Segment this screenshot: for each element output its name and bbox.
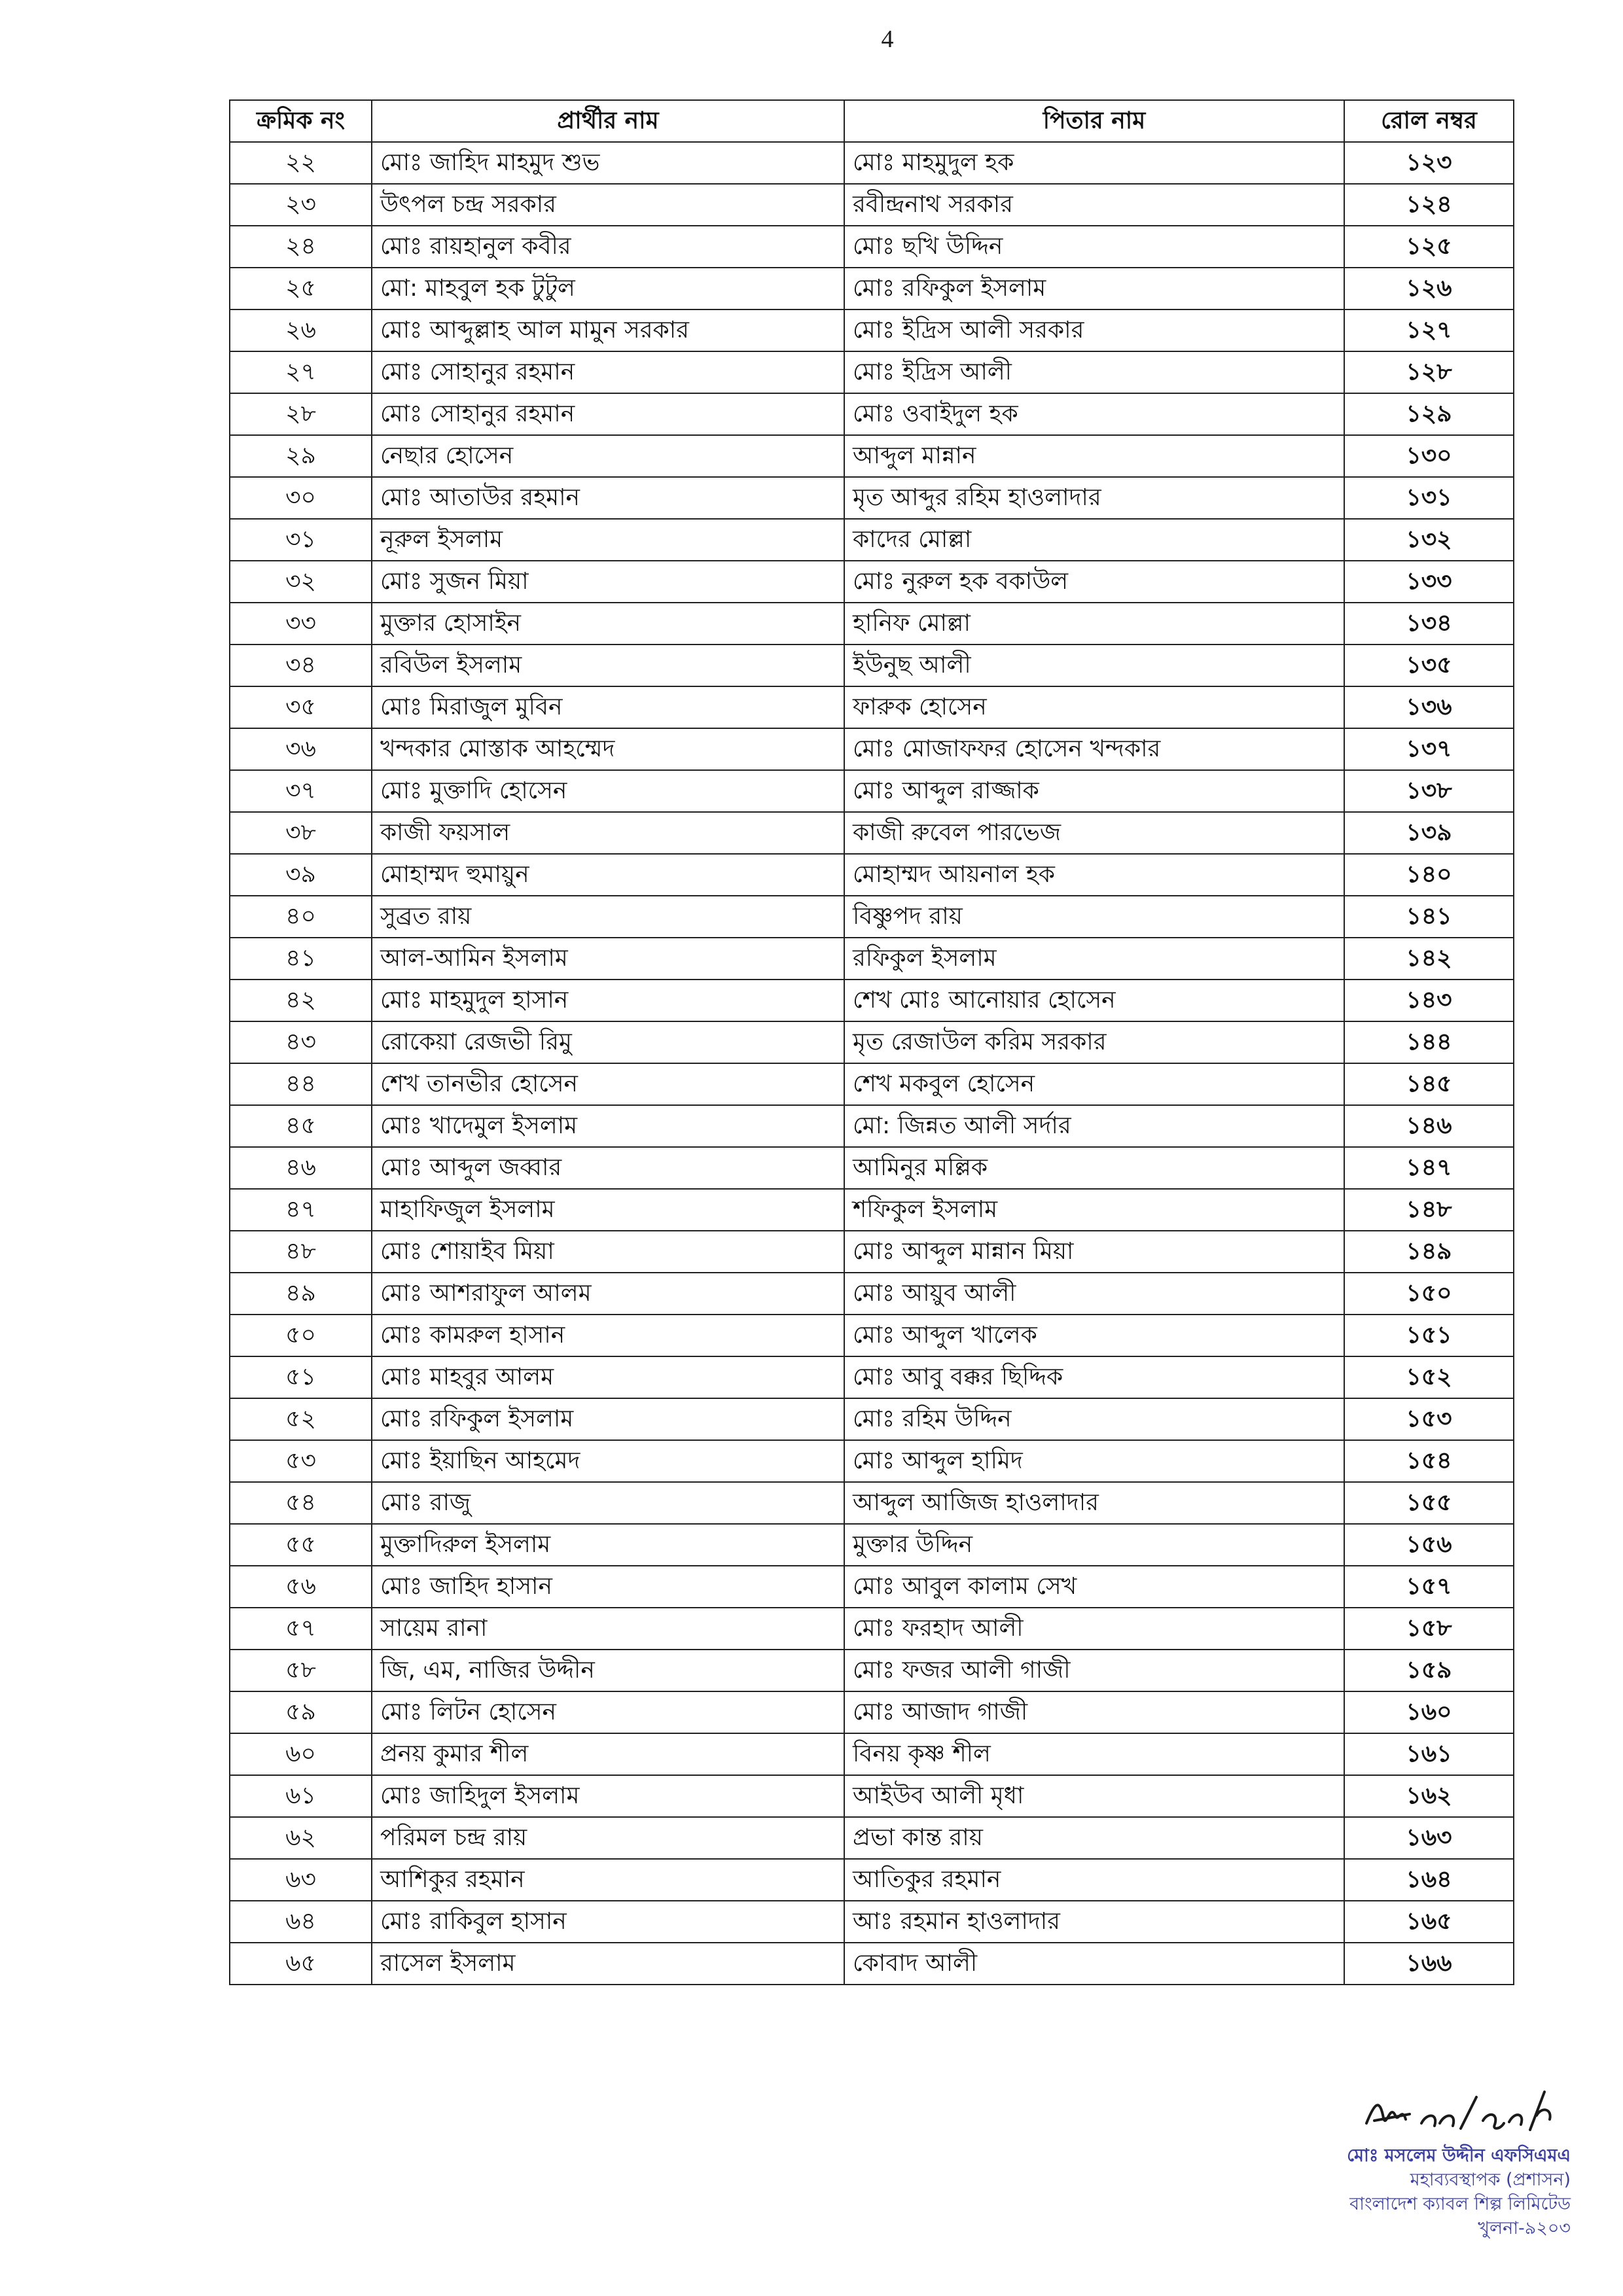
serial-cell: ৫৮ [230,1650,372,1691]
table-row [230,393,1514,435]
candidate-name-cell: রাসেল ইসলাম [372,1943,844,1985]
table-row [230,980,1514,1021]
father-name-cell: কোবাদ আলী [844,1943,1344,1985]
candidate-name-cell: নূরুল ইসলাম [372,519,844,561]
father-name-cell: মোঃ রফিকুল ইসলাম [844,268,1344,309]
serial-cell: ২৪ [230,226,372,268]
father-name-cell: আতিকুর রহমান [844,1859,1344,1901]
candidate-name-cell: সায়েম রানা [372,1608,844,1650]
serial-cell: ৩৮ [230,812,372,854]
candidate-name-cell: মোঃ রফিকুল ইসলাম [372,1398,844,1440]
header-father-name: পিতার নাম [844,100,1344,142]
roll-number-cell: ১৫১ [1344,1315,1514,1356]
serial-cell: ৫৩ [230,1440,372,1482]
candidate-name-cell: রোকেয়া রেজভী রিমু [372,1021,844,1063]
father-name-cell: মোঃ ইদ্রিস আলী [844,351,1344,393]
father-name-cell: আইউব আলী মৃধা [844,1775,1344,1817]
candidate-name-cell: মোঃ কামরুল হাসান [372,1315,844,1356]
table-row [230,686,1514,728]
table-row [230,854,1514,896]
father-name-cell: মোঃ আবু বক্কর ছিদ্দিক [844,1356,1344,1398]
serial-cell: ৫৬ [230,1566,372,1608]
father-name-cell: মোঃ আজাদ গাজী [844,1691,1344,1733]
father-name-cell: শফিকুল ইসলাম [844,1189,1344,1231]
candidate-name-cell: মোঃ খাদেমুল ইসলাম [372,1105,844,1147]
table-row [230,561,1514,603]
table-row [230,1650,1514,1691]
table-row [230,309,1514,351]
roll-number-cell: ১২৪ [1344,184,1514,226]
candidate-name-cell: মোঃ জাহিদুল ইসলাম [372,1775,844,1817]
header-roll-number: রোল নম্বর [1344,100,1514,142]
table-row [230,1273,1514,1315]
candidate-name-cell: নেছার হোসেন [372,435,844,477]
roll-number-cell: ১৪৩ [1344,980,1514,1021]
father-name-cell: মোঃ আবুল কালাম সেখ [844,1566,1344,1608]
handwritten-signature-and-date [1361,2077,1558,2149]
father-name-cell: মোঃ আয়ুব আলী [844,1273,1344,1315]
seal-officer-name: মোঃ মসলেম উদ্দীন এফসিএমএ [1347,2146,1571,2166]
table-row [230,1147,1514,1189]
table-row [230,519,1514,561]
candidate-name-cell: আল-আমিন ইসলাম [372,938,844,980]
father-name-cell: মোঃ ছখি উদ্দিন [844,226,1344,268]
candidate-name-cell: মোঃ মাহবুর আলম [372,1356,844,1398]
roll-number-cell: ১৪০ [1344,854,1514,896]
table-row [230,1482,1514,1524]
roll-number-cell: ১২৮ [1344,351,1514,393]
father-name-cell: মৃত রেজাউল করিম সরকার [844,1021,1344,1063]
candidate-name-cell: মোঃ সুজন মিয়া [372,561,844,603]
roll-number-cell: ১৩৩ [1344,561,1514,603]
table-row [230,938,1514,980]
father-name-cell: মোঃ মোজাফফর হোসেন খন্দকার [844,728,1344,770]
candidate-name-cell: শেখ তানভীর হোসেন [372,1063,844,1105]
roll-number-cell: ১৪৬ [1344,1105,1514,1147]
table-header-row [230,100,1514,142]
table-row [230,1315,1514,1356]
candidate-name-cell: মোঃ মাহমুদুল হাসান [372,980,844,1021]
serial-cell: ৩৯ [230,854,372,896]
table-row [230,1775,1514,1817]
table-row [230,1021,1514,1063]
roll-number-cell: ১৬৩ [1344,1817,1514,1859]
father-name-cell: বিনয় কৃষ্ণ শীল [844,1733,1344,1775]
serial-cell: ৪৬ [230,1147,372,1189]
roll-number-cell: ১৬২ [1344,1775,1514,1817]
father-name-cell: মোঃ আব্দুল খালেক [844,1315,1344,1356]
table-row [230,812,1514,854]
table-row [230,603,1514,645]
serial-cell: ৩১ [230,519,372,561]
father-name-cell: আব্দুল আজিজ হাওলাদার [844,1482,1344,1524]
roll-number-cell: ১৫৩ [1344,1398,1514,1440]
table-row [230,1566,1514,1608]
roll-number-cell: ১৫৮ [1344,1608,1514,1650]
father-name-cell: হানিফ মোল্লা [844,603,1344,645]
serial-cell: ৫৭ [230,1608,372,1650]
roll-number-cell: ১২৩ [1344,142,1514,184]
father-name-cell: প্রভা কান্ত রায় [844,1817,1344,1859]
signature-seal-block [1165,2077,1571,2287]
serial-cell: ৫৯ [230,1691,372,1733]
table-row [230,1691,1514,1733]
father-name-cell: মোঃ আব্দুল রাজ্জাক [844,770,1344,812]
table-row [230,351,1514,393]
father-name-cell: ইউনুছ আলী [844,645,1344,686]
serial-cell: ৬৪ [230,1901,372,1943]
table-row [230,435,1514,477]
table-row [230,770,1514,812]
candidate-name-cell: মোঃ রায়হানুল কবীর [372,226,844,268]
candidate-roll-table [229,99,1514,1985]
roll-number-cell: ১৫৯ [1344,1650,1514,1691]
candidate-name-cell: মো: মাহবুল হক টুটুল [372,268,844,309]
roll-number-cell: ১৩৬ [1344,686,1514,728]
serial-cell: ৪৮ [230,1231,372,1273]
father-name-cell: রবীন্দ্রনাথ সরকার [844,184,1344,226]
table-row [230,1901,1514,1943]
table-row [230,728,1514,770]
seal-organization: বাংলাদেশ ক্যাবল শিল্প লিমিটেড [1349,2194,1571,2214]
seal-designation: মহাব্যবস্থাপক (প্রশাসন) [1410,2170,1571,2190]
table-row [230,1105,1514,1147]
father-name-cell: আব্দুল মান্নান [844,435,1344,477]
roll-number-cell: ১৪৫ [1344,1063,1514,1105]
father-name-cell: শেখ মোঃ আনোয়ার হোসেন [844,980,1344,1021]
table-row [230,1859,1514,1901]
roll-number-cell: ১৫৭ [1344,1566,1514,1608]
father-name-cell: মোঃ রহিম উদ্দিন [844,1398,1344,1440]
candidate-name-cell: রবিউল ইসলাম [372,645,844,686]
table-row [230,1943,1514,1985]
serial-cell: ২৩ [230,184,372,226]
serial-cell: ৫৫ [230,1524,372,1566]
father-name-cell: মোঃ নুরুল হক বকাউল [844,561,1344,603]
candidate-name-cell: মোঃ সোহানুর রহমান [372,393,844,435]
table-row [230,1356,1514,1398]
roll-number-cell: ১৬৬ [1344,1943,1514,1985]
father-name-cell: মোঃ মাহমুদুল হক [844,142,1344,184]
candidate-name-cell: মুক্তাদিরুল ইসলাম [372,1524,844,1566]
father-name-cell: মুক্তার উদ্দিন [844,1524,1344,1566]
candidate-name-cell: প্রনয় কুমার শীল [372,1733,844,1775]
serial-cell: ৫২ [230,1398,372,1440]
father-name-cell: শেখ মকবুল হোসেন [844,1063,1344,1105]
table-row [230,1398,1514,1440]
candidate-name-cell: কাজী ফয়সাল [372,812,844,854]
father-name-cell: কাজী রুবেল পারভেজ [844,812,1344,854]
roll-number-cell: ১৩৭ [1344,728,1514,770]
serial-cell: ৩৬ [230,728,372,770]
table-row [230,142,1514,184]
roll-number-cell: ১৪৭ [1344,1147,1514,1189]
candidate-name-cell: মোঃ জাহিদ হাসান [372,1566,844,1608]
serial-cell: ২২ [230,142,372,184]
candidate-name-cell: মাহাফিজুল ইসলাম [372,1189,844,1231]
serial-cell: ৬০ [230,1733,372,1775]
father-name-cell: কাদের মোল্লা [844,519,1344,561]
roll-number-cell: ১৩০ [1344,435,1514,477]
candidate-name-cell: মোঃ জাহিদ মাহমুদ শুভ [372,142,844,184]
roll-number-cell: ১৪১ [1344,896,1514,938]
father-name-cell: রফিকুল ইসলাম [844,938,1344,980]
serial-cell: ৪৫ [230,1105,372,1147]
header-candidate-name: প্রার্থীর নাম [372,100,844,142]
father-name-cell: মো: জিন্নত আলী সর্দার [844,1105,1344,1147]
table-row [230,1817,1514,1859]
serial-cell: ২৮ [230,393,372,435]
candidate-name-cell: মোঃ আতাউর রহমান [372,477,844,519]
serial-cell: ৪৪ [230,1063,372,1105]
table-row [230,1440,1514,1482]
table-body [230,142,1514,1985]
roll-number-cell: ১৫৫ [1344,1482,1514,1524]
father-name-cell: মোঃ ফরহাদ আলী [844,1608,1344,1650]
roll-number-cell: ১৫২ [1344,1356,1514,1398]
candidate-name-cell: উৎপল চন্দ্র সরকার [372,184,844,226]
roll-number-cell: ১৩৪ [1344,603,1514,645]
roll-number-cell: ১৬১ [1344,1733,1514,1775]
candidate-name-cell: মুক্তার হোসাইন [372,603,844,645]
serial-cell: ৬৩ [230,1859,372,1901]
roll-number-cell: ১৩২ [1344,519,1514,561]
candidate-name-cell: মোঃ রাকিবুল হাসান [372,1901,844,1943]
roll-number-cell: ১৫৬ [1344,1524,1514,1566]
father-name-cell: মোঃ ইদ্রিস আলী সরকার [844,309,1344,351]
candidate-name-cell: আশিকুর রহমান [372,1859,844,1901]
serial-cell: ৬১ [230,1775,372,1817]
candidate-name-cell: মোঃ মিরাজুল মুবিন [372,686,844,728]
table-row [230,226,1514,268]
father-name-cell: মৃত আব্দুর রহিম হাওলাদার [844,477,1344,519]
candidate-name-cell: মোঃ শোয়াইব মিয়া [372,1231,844,1273]
father-name-cell: আঃ রহমান হাওলাদার [844,1901,1344,1943]
roll-number-cell: ১৪৪ [1344,1021,1514,1063]
roll-number-cell: ১২৫ [1344,226,1514,268]
page-number: 4 [881,26,894,53]
father-name-cell: মোঃ আব্দুল মান্নান মিয়া [844,1231,1344,1273]
serial-cell: ৫৪ [230,1482,372,1524]
roll-number-cell: ১৩৯ [1344,812,1514,854]
father-name-cell: মোহাম্মদ আয়নাল হক [844,854,1344,896]
roll-number-cell: ১৬৪ [1344,1859,1514,1901]
candidate-name-cell: জি, এম, নাজির উদ্দীন [372,1650,844,1691]
candidate-name-cell: মোঃ রাজু [372,1482,844,1524]
serial-cell: ৩০ [230,477,372,519]
serial-cell: ৩৫ [230,686,372,728]
candidate-name-cell: মোঃ লিটন হোসেন [372,1691,844,1733]
father-name-cell: আমিনুর মল্লিক [844,1147,1344,1189]
roll-number-cell: ১৫৪ [1344,1440,1514,1482]
seal-address: খুলনা-৯২০৩ [1478,2218,1571,2238]
father-name-cell: মোঃ ওবাইদুল হক [844,393,1344,435]
serial-cell: ৪৯ [230,1273,372,1315]
roll-number-cell: ১৩৫ [1344,645,1514,686]
father-name-cell: মোঃ ফজর আলী গাজী [844,1650,1344,1691]
roll-number-cell: ১৬০ [1344,1691,1514,1733]
serial-cell: ২৭ [230,351,372,393]
table-row [230,1733,1514,1775]
header-serial: ক্রমিক নং [230,100,372,142]
serial-cell: ৪০ [230,896,372,938]
roll-number-cell: ১৫০ [1344,1273,1514,1315]
table-row [230,268,1514,309]
candidate-name-cell: মোঃ আব্দুল জব্বার [372,1147,844,1189]
roll-number-cell: ১৬৫ [1344,1901,1514,1943]
candidate-name-cell: সুব্রত রায় [372,896,844,938]
candidate-name-cell: মোঃ সোহানুর রহমান [372,351,844,393]
serial-cell: ৪২ [230,980,372,1021]
father-name-cell: ফারুক হোসেন [844,686,1344,728]
roll-number-cell: ১৩৮ [1344,770,1514,812]
roll-number-cell: ১২৭ [1344,309,1514,351]
father-name-cell: বিষ্ণুপদ রায় [844,896,1344,938]
roll-number-cell: ১৪৮ [1344,1189,1514,1231]
serial-cell: ৩২ [230,561,372,603]
roll-number-cell: ১৩১ [1344,477,1514,519]
serial-cell: ৫১ [230,1356,372,1398]
candidate-name-cell: মোহাম্মদ হুমায়ুন [372,854,844,896]
roll-number-cell: ১৪২ [1344,938,1514,980]
serial-cell: ৪৩ [230,1021,372,1063]
serial-cell: ৩৭ [230,770,372,812]
serial-cell: ৬৫ [230,1943,372,1985]
serial-cell: ২৫ [230,268,372,309]
table-row [230,1189,1514,1231]
serial-cell: ২৯ [230,435,372,477]
serial-cell: ৬২ [230,1817,372,1859]
roll-number-cell: ১২৬ [1344,268,1514,309]
roll-number-cell: ১২৯ [1344,393,1514,435]
table-row [230,1231,1514,1273]
table-row [230,477,1514,519]
candidate-name-cell: মোঃ মুক্তাদি হোসেন [372,770,844,812]
serial-cell: ৩৩ [230,603,372,645]
serial-cell: ৪১ [230,938,372,980]
candidate-name-cell: পরিমল চন্দ্র রায় [372,1817,844,1859]
serial-cell: ৪৭ [230,1189,372,1231]
serial-cell: ৩৪ [230,645,372,686]
candidate-name-cell: মোঃ আশরাফুল আলম [372,1273,844,1315]
table-row [230,184,1514,226]
candidate-name-cell: মোঃ আব্দুল্লাহ আল মামুন সরকার [372,309,844,351]
serial-cell: ২৬ [230,309,372,351]
table-row [230,1063,1514,1105]
candidate-name-cell: মোঃ ইয়াছিন আহমেদ [372,1440,844,1482]
roll-number-cell: ১৪৯ [1344,1231,1514,1273]
candidate-name-cell: খন্দকার মোস্তাক আহম্মেদ [372,728,844,770]
father-name-cell: মোঃ আব্দুল হামিদ [844,1440,1344,1482]
serial-cell: ৫০ [230,1315,372,1356]
table-row [230,1608,1514,1650]
table-row [230,645,1514,686]
table-row [230,1524,1514,1566]
table-row [230,896,1514,938]
